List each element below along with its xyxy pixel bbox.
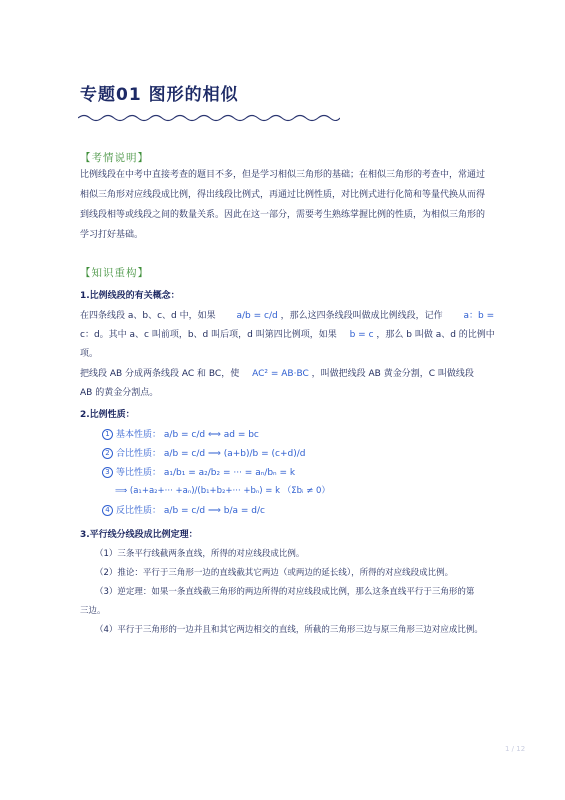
property-basic-label: 基本性质：: [116, 430, 162, 440]
s1-line3: 项。: [80, 349, 99, 359]
circled-number-3: 3: [102, 467, 113, 478]
s1-formula-bc: b = c: [349, 330, 374, 340]
s1-formula-ratio2: a：b =: [463, 311, 495, 321]
property-sum: [102, 446, 306, 459]
property-sum-formula: a/b = c/d ⟹ (a+b)/b = (c+d)/d: [163, 449, 306, 459]
section2-title: 2.比例性质：: [80, 410, 135, 420]
s1-line5: AB 的黄金分割点。: [80, 388, 159, 398]
property-equal-label: 等比性质：: [116, 468, 162, 478]
s1-line4-text-b: ，叫做把线段 AB 黄金分割，C 叫做线段: [311, 369, 474, 379]
property-inverse-label: 反比性质：: [116, 506, 162, 516]
property-equal: [102, 465, 295, 478]
wavy-divider: [78, 113, 340, 123]
section3-title: 3.平行线分线段成比例定理：: [80, 530, 198, 540]
zhishi-heading: 【知识重构】: [80, 267, 149, 279]
property-sum-label: 合比性质：: [116, 449, 162, 459]
s1-line1-text-b: ，那么这四条线段叫做成比例线段，记作: [280, 311, 443, 321]
s1-formula-ratio: a/b = c/d: [236, 311, 278, 321]
s3-point4: （4）平行于三角形的一边并且和其它两边相交的直线，所截的三角形三边与原三角形三边对应成比例。: [95, 625, 483, 635]
property-equal-formula: a₁/b₁ = a₂/b₂ = ··· = aₙ/bₙ = k: [163, 468, 296, 478]
kaoqing-paragraph: 比例线段在中考中直接考查的题目不多，但是学习相似三角形的基础；在相似三角形的考查中，常通过相似三角形对应线段成比例，得出线段比例式，再通过比例性质，对比例式进行化简和等量代换从而得到线段相等或线段之间的数量关系。因此在这一部分，需要考生熟练掌握比例的性质，为相似三角形的学习打好基础。: [80, 170, 486, 240]
section1-title: 1.比例线段的有关概念：: [80, 291, 180, 301]
s1-line4-text-a: 把线段 AB 分成两条线段 AC 和 BC，使: [80, 369, 240, 379]
s3-point1: （1）三条平行线截两条直线，所得的对应线段成比例。: [95, 549, 305, 559]
circled-number-4: 4: [102, 505, 113, 516]
s1-line2-text-b: ，那么 b 叫做 a、d 的比例中: [376, 330, 495, 340]
property-basic: [102, 427, 259, 440]
property-inverse-formula: a/b = c/d ⟹ b/a = d/c: [163, 506, 265, 516]
property-basic-formula: a/b = c/d ⟺ ad = bc: [163, 430, 259, 440]
s1-line2-text-a: c：d。其中 a、c 叫前项，b、d 叫后项，d 叫第四比例项，如果: [80, 330, 337, 340]
s3-point3-cont: 三边。: [80, 606, 106, 616]
kaoqing-heading: 【考情说明】: [80, 152, 149, 164]
s1-line4: [80, 366, 474, 379]
circled-number-2: 2: [102, 448, 113, 459]
s1-formula-golden: AC² = AB·BC: [252, 369, 309, 379]
s1-line2: [80, 327, 495, 340]
page-title: 专题01 图形的相似: [80, 85, 239, 105]
s3-point2: （2）推论：平行于三角形一边的直线截其它两边（或两边的延长线），所得的对应线段成比例。: [95, 568, 454, 578]
circled-number-1: 1: [102, 429, 113, 440]
property-inverse: [102, 503, 265, 516]
page-number: 1 / 12: [505, 745, 526, 753]
s3-point3: （3）逆定理：如果一条直线截三角形的两边所得的对应线段成比例，那么这条直线平行于三角形的第: [95, 587, 475, 597]
property-equal-result: ⟹ (a₁+a₂+··· +aₙ)/(b₁+b₂+··· +bₙ) = k （Σbᵢ ≠ 0）: [115, 486, 330, 496]
s1-line1-text-a: 在四条线段 a、b、c、d 中，如果: [80, 311, 216, 321]
s1-line1: [80, 308, 494, 321]
